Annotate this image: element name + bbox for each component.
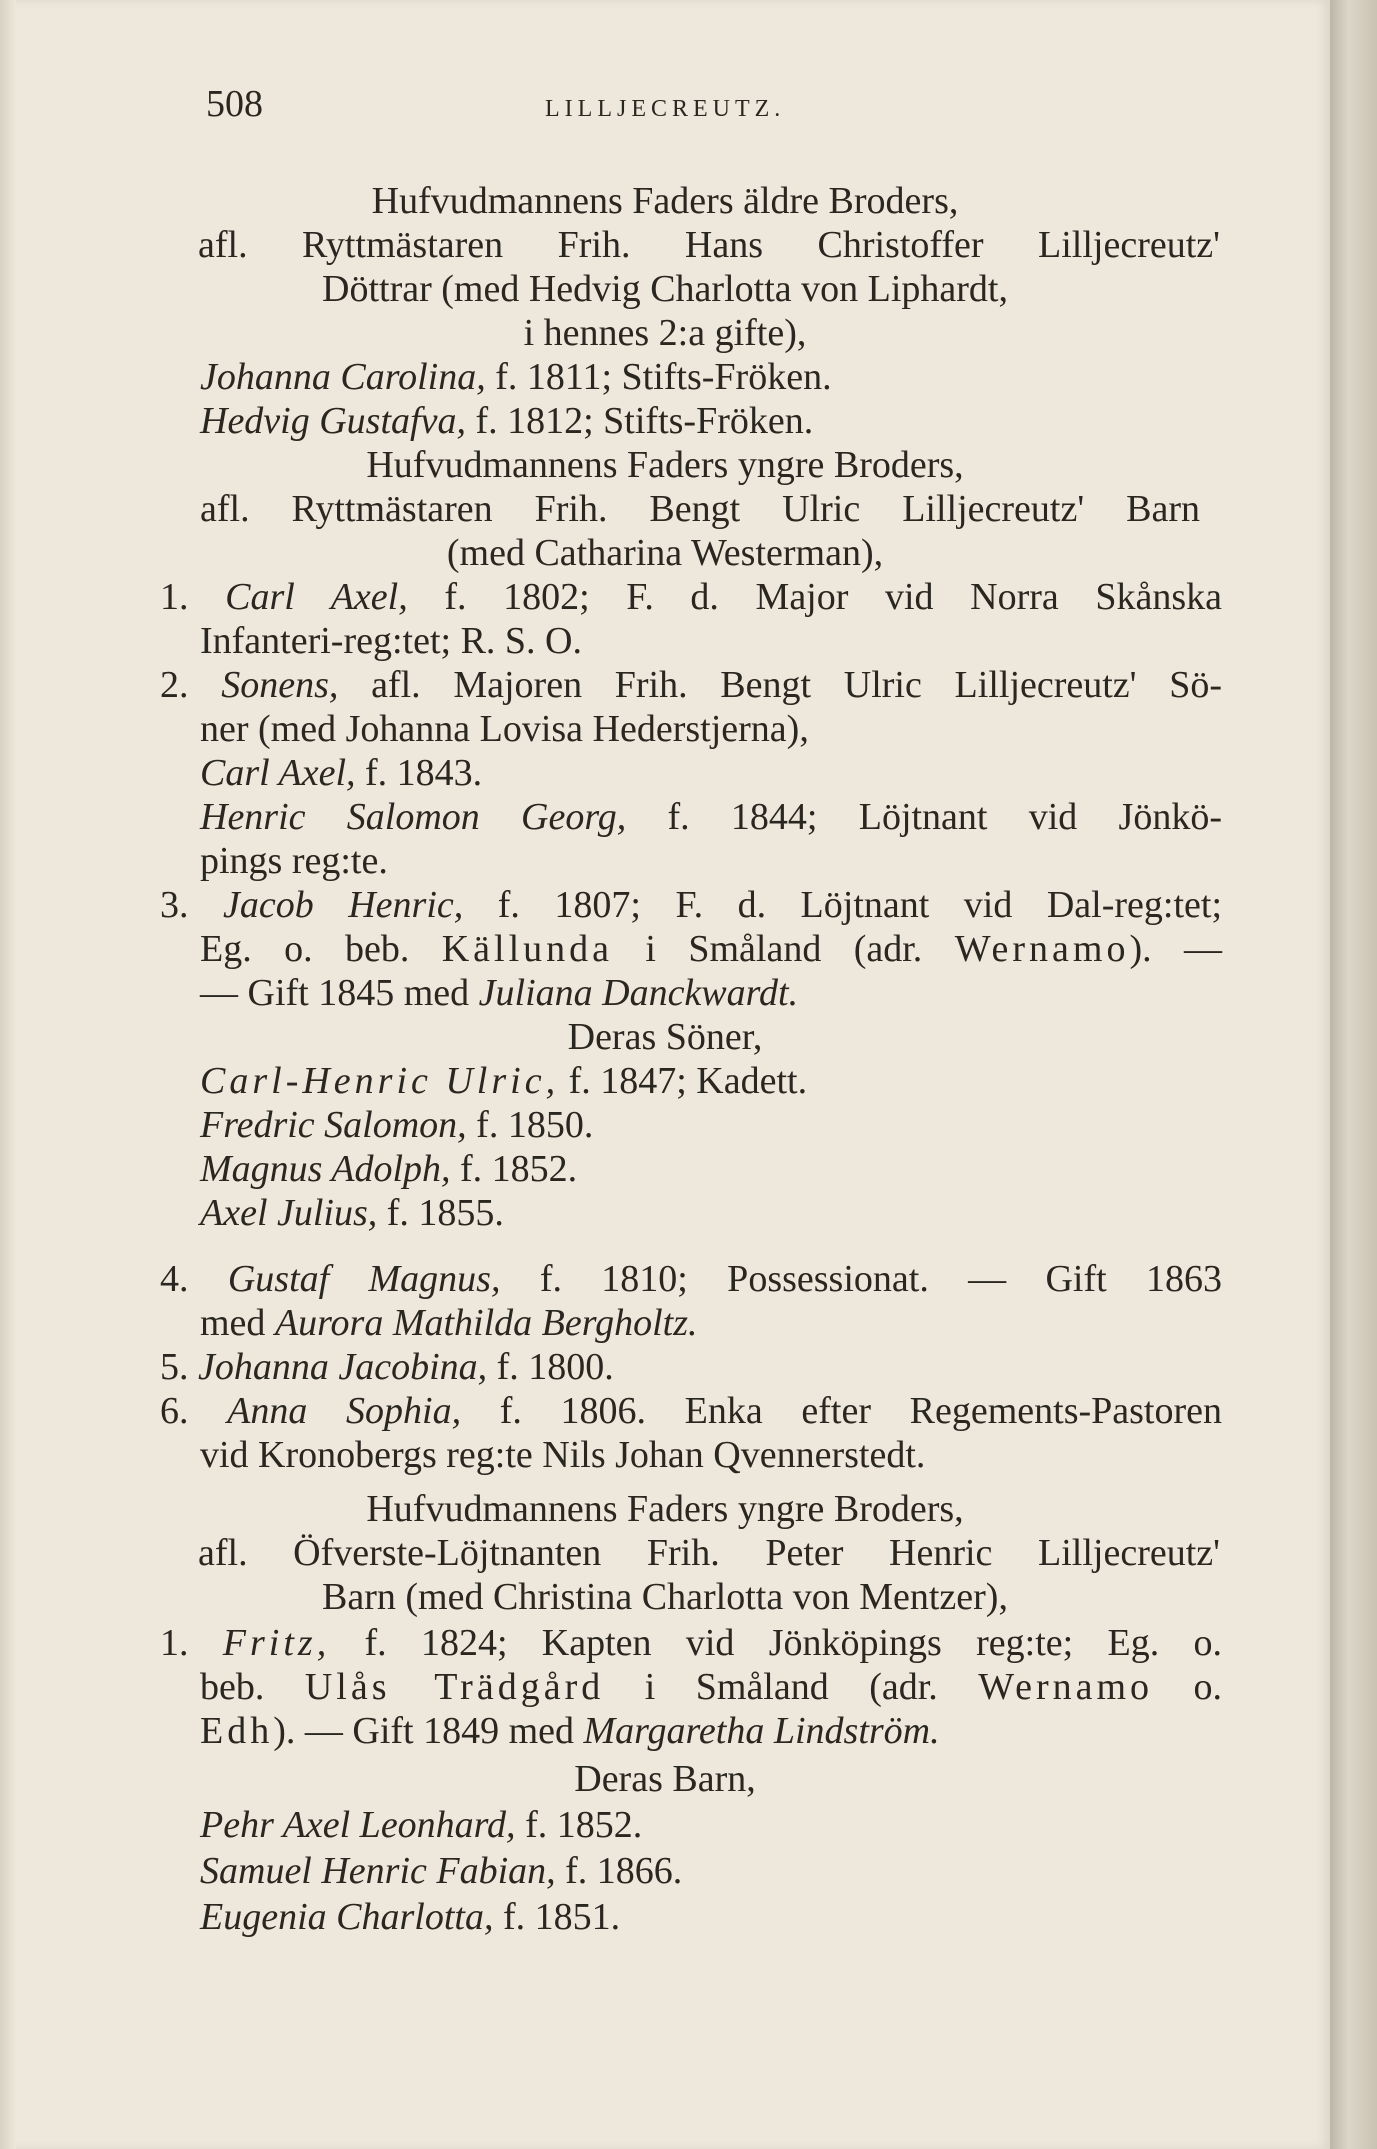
page-number: 508: [206, 83, 263, 125]
text-line: beb. Ulås Trädgård i Småland (adr. Wernamo o.: [200, 1666, 1223, 1708]
text-line: — Gift 1845 med Juliana Danckwardt.: [200, 972, 799, 1014]
section-heading: Hufvudmannens Faders yngre Broders,: [366, 1488, 964, 1530]
entry-line: Henric Salomon Georg, f. 1844; Löjtnant vid Jönkö-: [200, 796, 1222, 838]
entry-line: Magnus Adolph, f. 1852.: [200, 1148, 578, 1190]
entry-line: 6. Anna Sophia, f. 1806. Enka efter Regements-Pastoren: [160, 1390, 1223, 1432]
text-line: afl. Ryttmästaren Frih. Bengt Ulric Lilljecreutz' Barn: [200, 488, 1200, 530]
entry-line: 3. Jacob Henric, f. 1807; F. d. Löjtnant vid Dal-reg:tet;: [160, 884, 1223, 926]
entry-line: Pehr Axel Leonhard, f. 1852.: [200, 1804, 643, 1846]
text-line: pings reg:te.: [200, 840, 388, 882]
entry-line: 4. Gustaf Magnus, f. 1810; Possessionat. — Gift 1863: [160, 1258, 1223, 1300]
entry-line: Axel Julius, f. 1855.: [200, 1192, 504, 1234]
entry-line: Samuel Henric Fabian, f. 1866.: [200, 1850, 683, 1892]
entry-line: Eugenia Charlotta, f. 1851.: [200, 1896, 621, 1938]
text-line: Edh). — Gift 1849 med Margaretha Lindström.: [200, 1710, 940, 1752]
entry-line: Johanna Carolina, f. 1811; Stifts-Fröken.: [200, 356, 832, 398]
entry-line: 2. Sonens, afl. Majoren Frih. Bengt Ulric Lilljecreutz' Sö-: [160, 664, 1223, 706]
entry-line: 5. Johanna Jacobina, f. 1800.: [160, 1346, 614, 1388]
text-line: afl. Ryttmästaren Frih. Hans Christoffer Lilljecreutz': [198, 224, 1220, 266]
text-line: (med Catharina Westerman),: [446, 532, 884, 574]
section-heading: Deras Barn,: [574, 1758, 756, 1800]
text-line: Eg. o. beb. Källunda i Småland (adr. Wernamo). —: [200, 928, 1223, 970]
text-line: i hennes 2:a gifte),: [523, 312, 807, 354]
text-line: med Aurora Mathilda Bergholtz.: [200, 1302, 698, 1344]
entry-line: 1. Fritz, f. 1824; Kapten vid Jönköpings reg:te; Eg. o.: [160, 1622, 1222, 1664]
entry-line: Fredric Salomon, f. 1850.: [200, 1104, 594, 1146]
text-line: Döttrar (med Hedvig Charlotta von Liphardt,: [322, 268, 1008, 310]
text-line: Infanteri-reg:tet; R. S. O.: [200, 620, 583, 662]
section-heading: Deras Söner,: [567, 1016, 763, 1058]
entry-line: Carl Axel, f. 1843.: [200, 752, 483, 794]
entry-line: 1. Carl Axel, f. 1802; F. d. Major vid Norra Skånska: [160, 576, 1223, 618]
entry-line: Carl-Henric Ulric, f. 1847; Kadett.: [200, 1060, 808, 1102]
text-line: vid Kronobergs reg:te Nils Johan Qvennerstedt.: [200, 1434, 926, 1476]
text-line: ner (med Johanna Lovisa Hederstjerna),: [200, 708, 809, 750]
running-title: LILLJECREUTZ.: [545, 96, 786, 122]
section-heading: Hufvudmannens Faders yngre Broders,: [366, 444, 964, 486]
section-heading: Hufvudmannens Faders äldre Broders,: [371, 180, 959, 222]
page-edge: [1330, 0, 1377, 2149]
entry-line: Hedvig Gustafva, f. 1812; Stifts-Fröken.: [200, 400, 814, 442]
text-line: afl. Öfverste-Löjtnanten Frih. Peter Henric Lilljecreutz': [198, 1532, 1220, 1574]
text-line: Barn (med Christina Charlotta von Mentzer),: [322, 1576, 1008, 1618]
